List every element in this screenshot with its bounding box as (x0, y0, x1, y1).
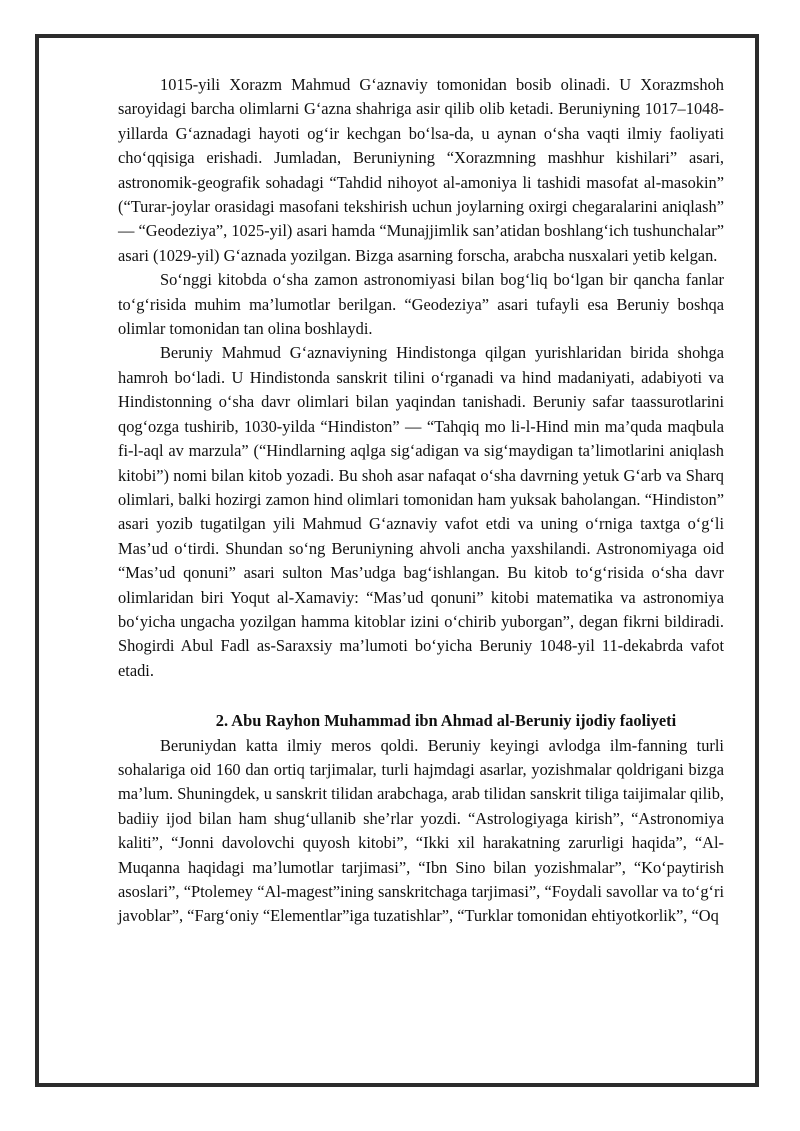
document-body (118, 73, 724, 929)
paragraph-3: Beruniy Mahmud G‘aznaviyning Hindistonga qilgan yurishlaridan birida shohga hamroh bo‘ladi. U Hindistonda sanskrit tilini o‘rganadi va hind madaniyati, adabiyoti va Hindistonning o‘sha davr olimlari bilan yaqindan tanishadi. Beruniy safar taassurotlarini qog‘ozga tushirib, 1030-yilda “Hindiston” — “Tahqiq mo li-l-Hind min ma’quda maqbula fi-l-aql av marzula” (“Hindlarning aqlga sig‘adigan va sig‘maydigan ta’limotlarini aniqlash kitobi”) nomi bilan kitob yozadi. Bu shoh asar nafaqat o‘sha davrning yetuk G‘arb va Sharq olimlari, balki hozirgi zamon hind olimlari tomonidan ham yuksak baholangan. “Hindiston” asari yozib tugatilgan yili Mahmud G‘aznaviy vafot etdi va uning o‘rniga taxtga o‘g‘li Mas’ud o‘tirdi. Shundan so‘ng Beruniyning ahvoli ancha yaxshilandi. Astronomiyaga oid “Mas’ud qonuni” asari sulton Mas’udga bag‘ishlangan. Bu kitob to‘g‘risida o‘sha davr olimlaridan biri Yoqut al-Xamaviy: “Mas’ud qonuni” kitobi matematika va astronomiya bo‘yicha ungacha yozilgan hamma kitoblar izini o‘chirib yuborgan”, degan fikrni bildiradi. Shogirdi Abul Fadl as-Saraxsiy ma’lumoti bo‘yicha Beruniy 1048-yil 11-dekabrda vafot etadi. (118, 343, 724, 680)
section-heading: 2. Abu Rayhon Muhammad ibn Ahmad al-Beruniy ijodiy faoliyeti (215, 711, 677, 731)
paragraph-2: So‘nggi kitobda o‘sha zamon astronomiyasi bilan bog‘liq bo‘lgan bir qancha fanlar to‘g‘risida muhim ma’lumotlar berilgan. “Geodeziya” asari tufayli esa Beruniy boshqa olimlar tomonidan tan olina boshlaydi. (118, 270, 724, 339)
paragraph-1: 1015-yili Xorazm Mahmud G‘aznaviy tomonidan bosib olinadi. U Xorazmshoh saroyidagi barcha olimlarni G‘azna shahriga asir qilib olib ketadi. Beruniyning 1017–1048-yillarda G‘aznadagi hayoti og‘ir kechgan bo‘lsa-da, u aynan o‘sha vaqti ilmiy faoliyati cho‘qqisiga erishadi. Jumladan, Beruniyning “Xorazmning mashhur kishilari” asari, astronomik-geografik sohadagi “Tahdid nihoyot al-amoniya li tashidi masofat al-masokin” (“Turar-joylar orasidagi masofani tekshirish uchun joylarning oxirgi chegaralarini aniqlash” — “Geodeziya”, 1025-yil) asari hamda “Munajjimlik san’atidan boshlang‘ich tushunchalar” asari (1029-yil) G‘aznada yozilgan. Bizga asarning forscha, arabcha nusxalari yetib kelgan. (118, 75, 724, 265)
section-paragraph: Beruniydan katta ilmiy meros qoldi. Beruniy keyingi avlodga ilm-fanning turli sohalariga oid 160 dan ortiq tarjimalar, turli hajmdagi asarlar, yozishmalar qoldrigani bizga ma’lum. Shuningdek, u sanskrit tilidan arabchaga, arab tilidan sanskrit tiliga taijimalar qilib, badiiy ijod bilan ham shug‘ullanib she’rlar yozdi. “Astrologiyaga kirish”, “Astronomiya kaliti”, “Jonni davolovchi quyosh kitobi”, “Ikki xil harakatning zarurligi haqida”, “Al-Muqanna haqidagi ma’lumotlar tarjimasi”, “Ibn Sino bilan yozishmalar”, “Ko‘paytirish asoslari”, “Ptolemey “Al-magest”ining sanskritchaga tarjimasi”, “Foydali savollar va to‘g‘ri javoblar”, “Farg‘oniy “Elementlar”iga tuzatishlar”, “Turklar tomonidan ehtiyotkorlik”, “Oq (118, 735, 724, 926)
